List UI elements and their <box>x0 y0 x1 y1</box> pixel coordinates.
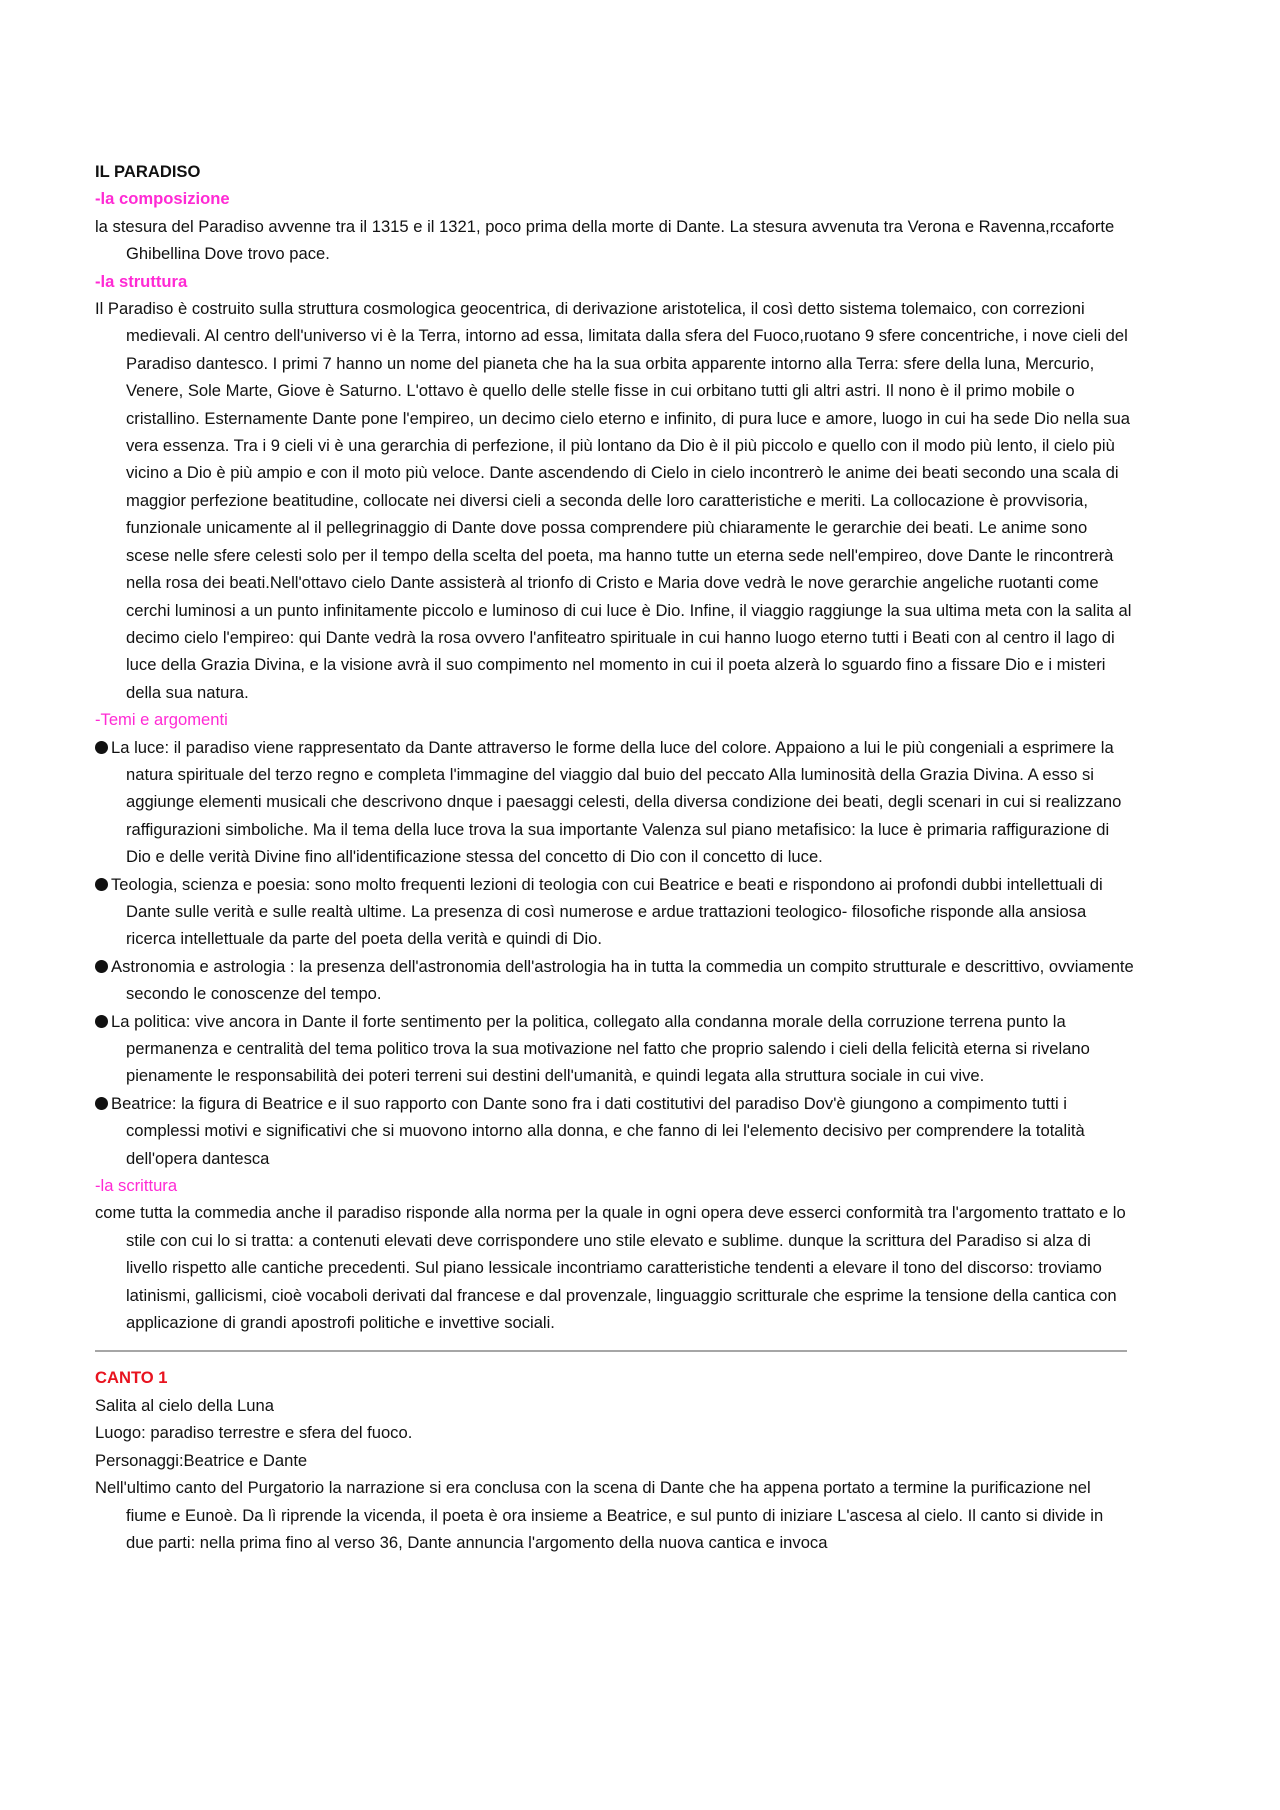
bullet-item-astronomy <box>95 953 1135 1008</box>
bullet-dot-icon <box>95 741 108 754</box>
document-title: IL PARADISO <box>95 162 201 181</box>
heading-structure: -la struttura <box>95 271 188 291</box>
bullet-item-light <box>95 734 1135 871</box>
section-divider <box>95 1350 1127 1352</box>
canto-subtitle: Salita al cielo della Luna <box>95 1395 274 1415</box>
canto-place: Luogo: paradiso terrestre e sfera del fuoco. <box>95 1423 413 1443</box>
canto-title: CANTO 1 <box>95 1368 168 1388</box>
paragraph-composition: la stesura del Paradiso avvenne tra il 1315 e il 1321, poco prima della morte di Dante. La stesura avvenuta tra Verona e Ravenna,rccaforte Ghibellina Dove trovo pace. <box>95 216 1115 264</box>
bullet-text: La luce: il paradiso viene rappresentato da Dante attraverso le forme della luce del colore. Appaiono a lui le più congeniali a esprimere la natura spirituale del terzo regno e completa l'immagine del viaggio dal buio del peccato Alla luminosità della Grazia Divina. A esso si aggiunge elementi musicali che descrivono dnque i paesaggi celesti, della diversa condizione dei beati, degli scenari in cui si realizzano raffigurazioni simboliche. Ma il tema della luce trova la sua importante Valenza sul piano metafisico: la luce è primaria raffigurazione di Dio e delle verità Divine fino all'identificazione stessa del concetto di Dio con il concetto di luce. <box>111 737 1122 867</box>
paragraph-canto-summary: Nell'ultimo canto del Purgatorio la narrazione si era conclusa con la scena di Dante che ha appena portato a termine la purificazione nel fiume e Eunoè. Da lì riprende la vicenda, il poeta è ora insieme a Beatrice, e sul punto di iniziare L'ascesa al cielo. Il canto si divide in due parti: nella prima fino al verso 36, Dante annuncia l'argomento della nuova cantica e invoca <box>95 1478 1104 1552</box>
bullet-item-theology <box>95 871 1135 953</box>
bullet-text: La politica: vive ancora in Dante il forte sentimento per la politica, collegato alla condanna morale della corruzione terrena punto la permanenza e centralità del tema politico trova la sua motivazione nel fatto che proprio salendo i cieli della felicità eterna si rivelano pienamente le responsabilità dei poteri terreni sui destini dell'umanità, e quindi legata alla struttura sociale in cui vive. <box>111 1011 1090 1086</box>
document-body <box>95 158 1135 1556</box>
canto-characters: Personaggi:Beatrice e Dante <box>95 1450 308 1470</box>
heading-themes: -Temi e argomenti <box>95 710 228 730</box>
bullet-dot-icon <box>95 878 108 891</box>
bullet-text: Teologia, scienza e poesia: sono molto frequenti lezioni di teologia con cui Beatrice e beati e rispondono ai profondi dubbi intellettuali di Dante sulle verità e sulle realtà ultime. La presenza di così numerose e ardue trattazioni teologico- filosofiche risponde alla ansiosa ricerca intellettuale da parte del poeta della verità e quindi di Dio. <box>111 874 1103 949</box>
bullet-text: Beatrice: la figura di Beatrice e il suo rapporto con Dante sono fra i dati costitutivi del paradiso Dov'è giungono a compimento tutti i complessi motivi e significativi che si muovono intorno alla donna, e che fanno di lei l'elemento decisivo per comprendere la totalità dell'opera dantesca <box>111 1093 1085 1168</box>
bullet-item-beatrice <box>95 1090 1135 1172</box>
bullet-dot-icon <box>95 1097 108 1110</box>
paragraph-writing: come tutta la commedia anche il paradiso risponde alla norma per la quale in ogni opera deve esserci conformità tra l'argomento trattato e lo stile con cui lo si tratta: a contenuti elevati deve corrispondere uno stile elevato e sublime. dunque la scrittura del Paradiso si alza di livello rispetto alle cantiche precedenti. Sul piano lessicale incontriamo caratteristiche tendenti a elevare il tono del discorso: troviamo latinismi, gallicismi, cioè vocaboli derivati dal francese e dal provenzale, linguaggio scritturale che esprime la tensione della cantica con applicazione di grandi apostrofi politiche e invettive sociali. <box>95 1203 1126 1333</box>
heading-writing: -la scrittura <box>95 1176 178 1196</box>
bullet-dot-icon <box>95 1015 108 1028</box>
paragraph-structure: Il Paradiso è costruito sulla struttura cosmologica geocentrica, di derivazione aristotelica, il così detto sistema tolemaico, con correzioni medievali. Al centro dell'universo vi è la Terra, intorno ad essa, limitata dalla sfera del Fuoco,ruotano 9 sfere concentriche, i nove cieli del Paradiso dantesco. I primi 7 hanno un nome del pianeta che ha la sua orbita apparente intorno alla Terra: sfere della luna, Mercurio, Venere, Sole Marte, Giove è Saturno. L'ottavo è quello delle stelle fisse in cui orbitano tutti gli altri astri. Il nono è il primo mobile o cristallino. Esternamente Dante pone l'empireo, un decimo cielo eterno e infinito, di pura luce e amore, luogo in cui ha sede Dio nella sua vera essenza. Tra i 9 cieli vi è una gerarchia di perfezione, il più lontano da Dio è il più piccolo e quello con il modo più lento, il cielo più vicino a Dio è più ampio e con il moto più veloce. Dante ascendendo di Cielo in cielo incontrerò le anime dei beati secondo una scala di maggior perfezione beatitudine, collocate nei diversi cieli a seconda delle loro caratteristiche e meriti. La collocazione è provvisoria, funzionale unicamente al il pellegrinaggio di Dante dove possa comprendere più chiaramente le gerarchie dei beati. Le anime sono scese nelle sfere celesti solo per il tempo della scelta del poeta, ma hanno tutte un eterna sede nell'empireo, dove Dante le rincontrerà nella rosa dei beati.Nell'ottavo cielo Dante assisterà al trionfo di Cristo e Maria dove vedrà le nove gerarchie angeliche ruotanti come cerchi luminosi a un punto infinitamente piccolo e luminoso di cui luce è Dio. Infine, il viaggio raggiunge la sua ultima meta con la salita al decimo cielo l'empireo: qui Dante vedrà la rosa ovvero l'anfiteatro spirituale in cui hanno luogo eterno tutti i Beati con al centro il lago di luce della Grazia Divina, e la visione avrà il suo compimento nel momento in cui il poeta alzerà lo sguardo fino a fissare Dio e i misteri della sua natura. <box>95 299 1132 702</box>
bullet-text: Astronomia e astrologia : la presenza dell'astronomia dell'astrologia ha in tutta la commedia un compito strutturale e descrittivo, ovviamente secondo le conoscenze del tempo. <box>111 956 1134 1004</box>
bullet-dot-icon <box>95 960 108 973</box>
bullet-item-politics <box>95 1008 1135 1090</box>
heading-composition: -la composizione <box>95 189 230 209</box>
